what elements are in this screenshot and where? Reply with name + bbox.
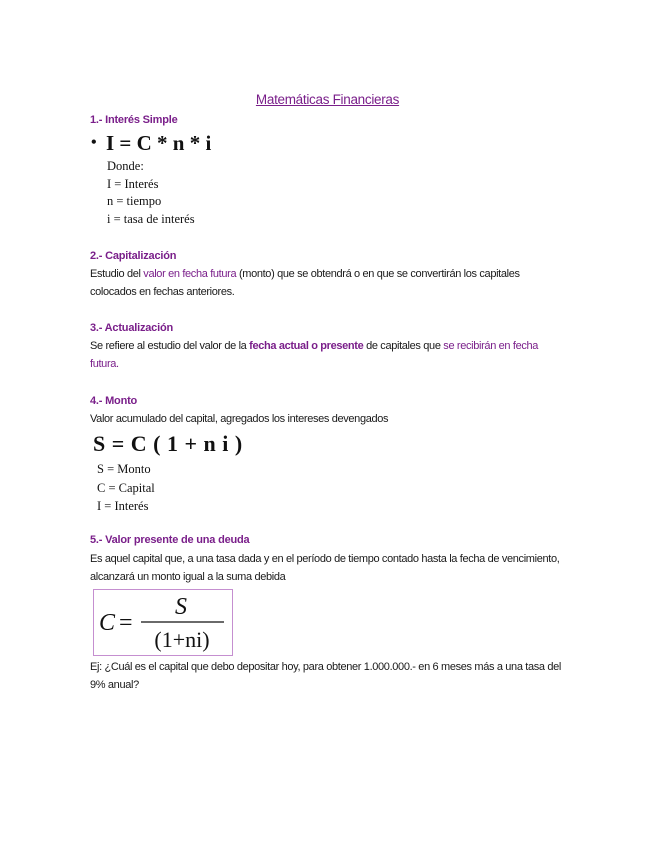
present-value-formula	[94, 590, 232, 655]
def-line: C = Capital	[97, 480, 155, 495]
def-line: I = Interés	[97, 499, 149, 513]
amount-definitions	[97, 460, 155, 516]
highlight-future-value: valor en fecha futura	[143, 268, 237, 280]
section-3-heading: 3.- Actualización	[90, 322, 173, 334]
text-run: (monto) que se obtendrá o en que se convertirán los capitales colocados en fechas anteriores.	[90, 268, 520, 298]
text-run: Estudio del	[90, 268, 144, 280]
def-line: n = tiempo	[107, 194, 162, 208]
def-line: Donde:	[107, 159, 144, 173]
section-4-paragraph: Valor acumulado del capital, agregados los intereses devengados	[90, 413, 389, 425]
formula-text: I = C * n * i	[106, 131, 212, 155]
highlight-present-date: fecha actual o presente	[249, 340, 364, 352]
section-5-paragraph: Es aquel capital que, a una tasa dada y en el período de tiempo contado hasta la fecha de vencimiento, alcanzará un monto igual a la suma debida	[90, 553, 560, 583]
formula-numerator: S	[175, 594, 187, 620]
formula-denominator: (1+ni)	[154, 627, 210, 652]
example-question: Ej: ¿Cuál es el capital que debo depositar hoy, para obtener 1.000.000.- en 6 meses más a una tasa del 9% anual?	[90, 661, 562, 691]
formula-equals: =	[119, 610, 133, 636]
simple-interest-formula	[91, 131, 211, 156]
text-run: de capitales que	[363, 340, 444, 352]
page-title: Matemáticas Financieras	[255, 92, 400, 107]
def-line: I = Interés	[107, 176, 159, 191]
section-5-heading: 5.- Valor presente de una deuda	[90, 534, 250, 546]
amount-formula: S = C ( 1 + n i )	[93, 431, 243, 456]
def-line: i = tasa de interés	[107, 211, 195, 226]
section-3-paragraph	[90, 337, 560, 373]
section-4-heading: 4.- Monto	[90, 395, 138, 407]
bullet: •	[91, 134, 97, 151]
def-line: S = Monto	[97, 462, 151, 476]
section-2-paragraph	[90, 265, 560, 301]
highlight-future-receipt: se recibirán en fecha futura.	[90, 340, 539, 370]
present-value-formula-box	[93, 589, 233, 656]
simple-interest-definitions	[107, 158, 195, 228]
section-1-heading: 1.- Interés Simple	[90, 114, 178, 126]
formula-lhs: C	[99, 610, 116, 636]
section-2-heading: 2.- Capitalización	[90, 250, 177, 262]
text-run: Se refiere al estudio del valor de la	[90, 340, 250, 352]
